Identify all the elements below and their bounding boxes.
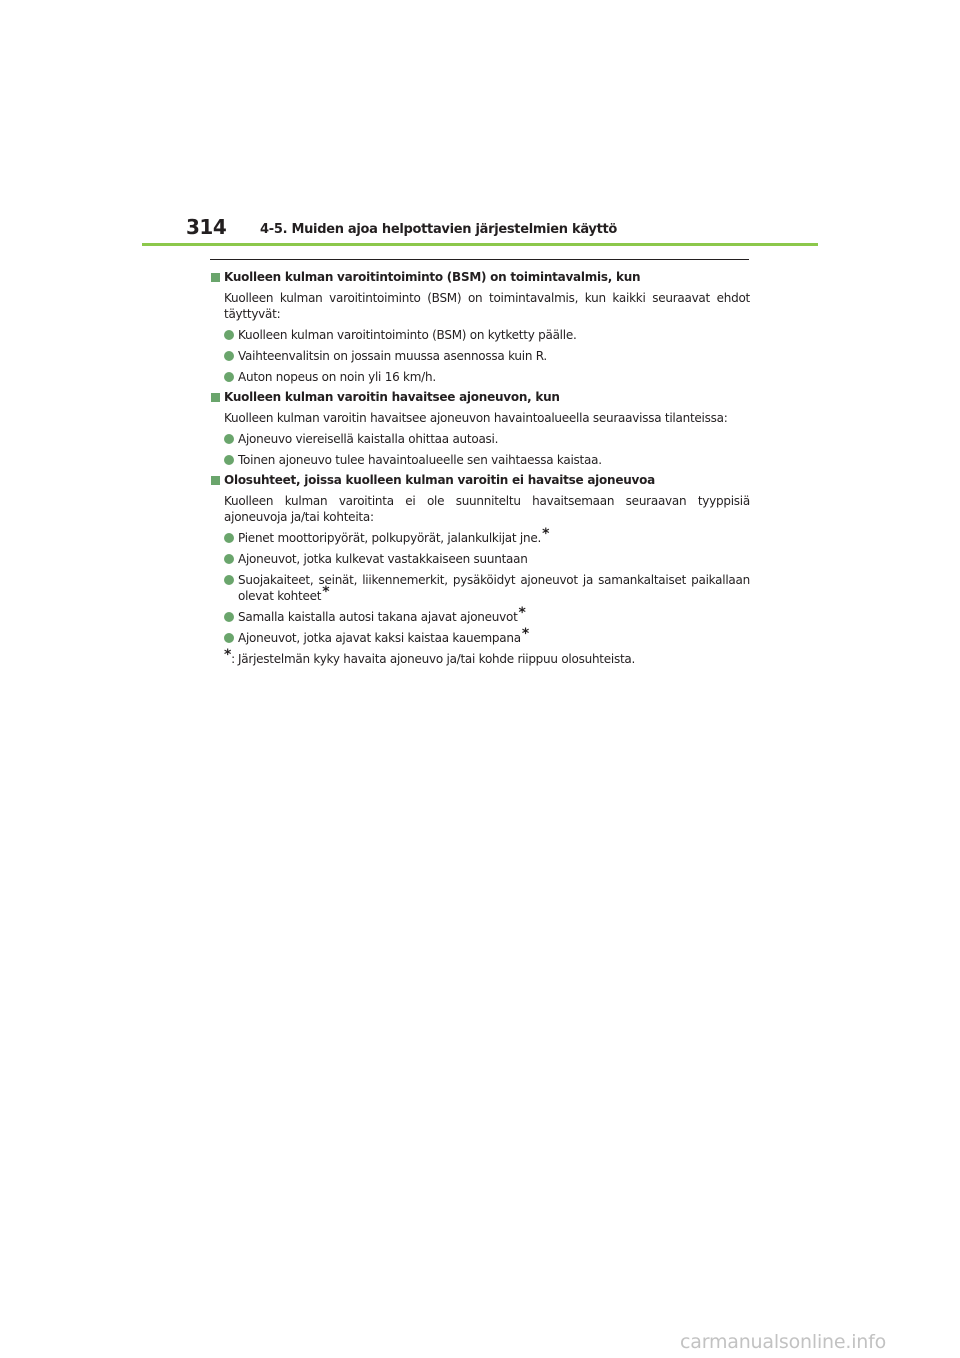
list-item-text: Kuolleen kulman varoitintoiminto (BSM) on kytketty päälle. xyxy=(238,328,577,342)
section-heading-not-detected xyxy=(210,472,750,489)
square-bullet-icon xyxy=(211,393,220,402)
round-bullet-icon xyxy=(224,612,234,622)
round-bullet-icon xyxy=(224,434,234,444)
list-item xyxy=(210,452,750,468)
header-divider xyxy=(142,243,818,246)
chapter-title: 4-5. Muiden ajoa helpottavien järjestelmien käyttö xyxy=(260,222,618,237)
round-bullet-icon xyxy=(224,351,234,361)
footnote-separator: : xyxy=(231,652,235,666)
list-item-text: Ajoneuvot, jotka ajavat kaksi kaistaa kauempana xyxy=(238,631,521,645)
footnote-star-icon: * xyxy=(521,626,529,642)
section-paragraph: Kuolleen kulman varoitin havaitsee ajoneuvon havaintoalueella seuraavissa tilanteissa: xyxy=(224,411,728,425)
list-item-text: Vaihteenvalitsin on jossain muussa asennossa kuin R. xyxy=(238,349,547,363)
footnote-star-icon: * xyxy=(322,584,330,600)
section-heading-text: Kuolleen kulman varoitintoiminto (BSM) on toimintavalmis, kun xyxy=(224,270,641,284)
list-item xyxy=(210,369,750,385)
list-item xyxy=(210,526,750,546)
list-item-text: Auton nopeus on noin yli 16 km/h. xyxy=(238,370,436,384)
content-divider xyxy=(210,259,749,260)
list-item-text: Pienet moottoripyörät, polkupyörät, jalankulkijat jne. xyxy=(238,531,542,545)
list-item-text: Ajoneuvot, jotka kulkevat vastakkaiseen suuntaan xyxy=(238,552,528,566)
section-heading-text: Olosuhteet, joissa kuolleen kulman varoitin ei havaitse ajoneuvoa xyxy=(224,473,655,487)
list-item xyxy=(210,605,750,625)
round-bullet-icon xyxy=(224,533,234,543)
round-bullet-icon xyxy=(224,372,234,382)
square-bullet-icon xyxy=(211,273,220,282)
list-item-text: Toinen ajoneuvo tulee havaintoalueelle sen vaihtaessa kaistaa. xyxy=(238,453,602,467)
list-item-text: Suojakaiteet, seinät, liikennemerkit, pysäköidyt ajoneuvot ja samankaltaiset paikallaan olevat kohteet xyxy=(238,573,750,603)
page-number: 314 xyxy=(186,215,227,239)
footnote-star-icon: * xyxy=(518,605,526,621)
round-bullet-icon xyxy=(224,554,234,564)
footnote-star-icon: * xyxy=(542,526,550,542)
section-paragraph: Kuolleen kulman varoitinta ei ole suunniteltu havaitsemaan seuraavan tyyppisiä ajoneuvoja ja/tai kohteita: xyxy=(224,494,750,524)
square-bullet-icon xyxy=(211,476,220,485)
footnote-star-icon: * xyxy=(224,647,232,663)
list-item xyxy=(210,572,750,604)
round-bullet-icon xyxy=(224,633,234,643)
list-item-text: Samalla kaistalla autosi takana ajavat ajoneuvot xyxy=(238,610,518,624)
list-item xyxy=(210,626,750,646)
round-bullet-icon xyxy=(224,575,234,585)
footnote-text: Järjestelmän kyky havaita ajoneuvo ja/tai kohde riippuu olosuhteista. xyxy=(238,652,636,666)
list-item xyxy=(210,431,750,447)
section-paragraph: Kuolleen kulman varoitintoiminto (BSM) on toimintavalmis, kun kaikki seuraavat ehdot täyttyvät: xyxy=(224,291,750,321)
section-heading-detects-vehicle xyxy=(210,389,750,406)
footnote xyxy=(210,647,750,667)
list-item xyxy=(210,348,750,364)
round-bullet-icon xyxy=(224,330,234,340)
list-item xyxy=(210,327,750,343)
section-heading-bsm-ready xyxy=(210,269,750,286)
list-item-text: Ajoneuvo viereisellä kaistalla ohittaa autoasi. xyxy=(238,432,499,446)
list-item xyxy=(210,551,750,567)
watermark: carmanualsonline.info xyxy=(680,1331,887,1353)
round-bullet-icon xyxy=(224,455,234,465)
section-heading-text: Kuolleen kulman varoitin havaitsee ajoneuvon, kun xyxy=(224,390,560,404)
footnote-marker xyxy=(224,647,235,667)
page-content xyxy=(210,269,750,667)
